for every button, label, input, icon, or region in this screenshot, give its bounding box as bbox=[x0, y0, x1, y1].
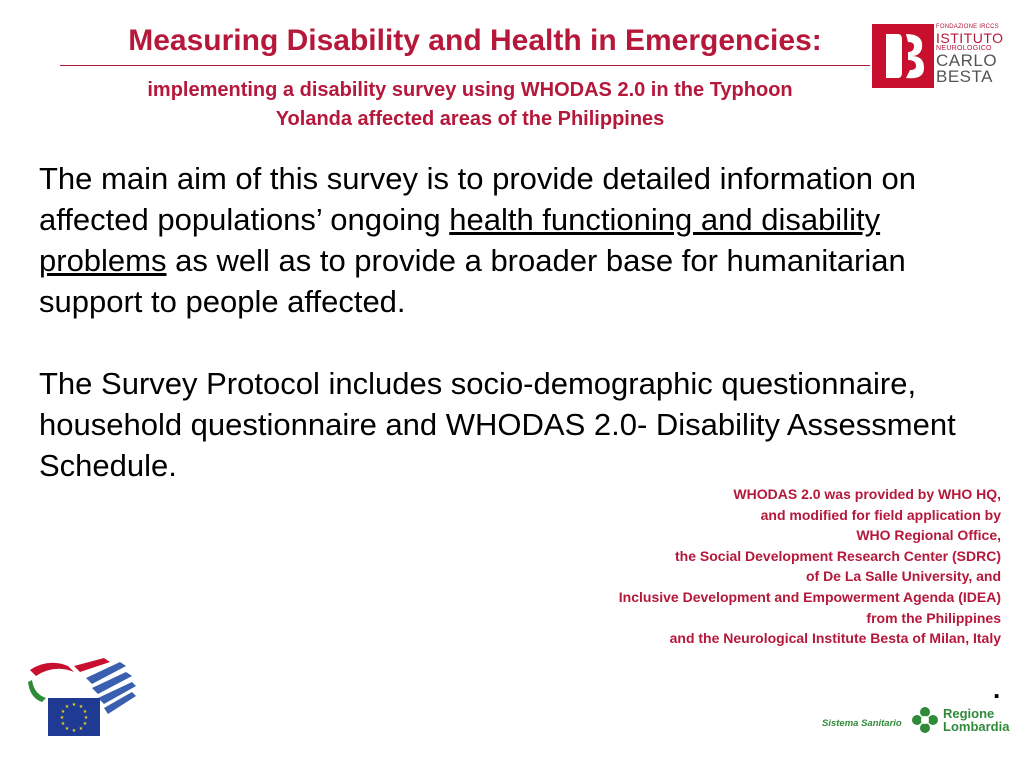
paragraph-spacer bbox=[39, 322, 999, 363]
svg-text:★: ★ bbox=[83, 715, 89, 721]
svg-text:★: ★ bbox=[60, 709, 66, 715]
paragraph-aim-part2: as well as to provide a broader base for humanitarian support to people affected. bbox=[39, 243, 906, 319]
credits-line: and the Neurological Institute Besta of Milan, Italy bbox=[669, 630, 1001, 647]
regione-lombardia-logo bbox=[822, 703, 1012, 743]
svg-text:★: ★ bbox=[64, 726, 70, 732]
svg-text:★: ★ bbox=[82, 709, 88, 715]
credits-line: and modified for field application by bbox=[760, 506, 1001, 523]
svg-text:★: ★ bbox=[60, 721, 66, 727]
besta-besta-text: BESTA bbox=[936, 67, 993, 86]
subtitle-line: implementing a disability survey using WHODAS 2.0 in the Typhoon bbox=[147, 79, 793, 101]
paragraph-protocol: The Survey Protocol includes socio-demographic questionnaire, household questionnaire and WHODAS 2.0- Disability Assessment Schedule. bbox=[39, 366, 956, 483]
besta-logo bbox=[872, 22, 1018, 92]
lombardia-rose-icon bbox=[910, 705, 940, 735]
lombardia-text: Lombardia bbox=[943, 719, 1010, 734]
besta-foundation-text: FONDAZIONE IRCCS bbox=[936, 24, 999, 30]
eu-logo bbox=[28, 658, 138, 738]
svg-text:★: ★ bbox=[82, 721, 88, 727]
svg-text:★: ★ bbox=[78, 704, 84, 710]
besta-wordmark bbox=[936, 24, 1004, 85]
besta-carlo-text: CARLO bbox=[936, 51, 998, 70]
paragraph-aim-underlined: health functioning and disability problems bbox=[39, 202, 881, 278]
title-divider bbox=[60, 65, 870, 66]
trailing-dot: . bbox=[993, 674, 1001, 704]
paragraph-aim bbox=[39, 158, 999, 322]
credits-line: WHODAS 2.0 was provided by WHO HQ, bbox=[733, 486, 1001, 502]
regione-text: Regione bbox=[943, 706, 995, 721]
besta-istituto-text: ISTITUTO bbox=[936, 30, 1004, 46]
svg-text:★: ★ bbox=[71, 702, 77, 708]
slide-subtitle bbox=[40, 76, 900, 134]
svg-text:★: ★ bbox=[71, 728, 77, 734]
slide-title: Measuring Disability and Health in Emergencies: bbox=[128, 24, 822, 57]
svg-text:★: ★ bbox=[78, 726, 84, 732]
credits-line: the Social Development Research Center (SDRC) bbox=[675, 547, 1001, 564]
credits-line: from the Philippines bbox=[866, 609, 1001, 626]
credits-line: Inclusive Development and Empowerment Agenda (IDEA) bbox=[618, 588, 1001, 605]
besta-logo-icon bbox=[872, 24, 934, 88]
credits-block bbox=[401, 484, 1001, 649]
lombardia-wordmark bbox=[943, 707, 1009, 733]
paragraph-aim-part1: The main aim of this survey is to provide detailed information on affected populations’ ongoing bbox=[39, 161, 917, 237]
body-text bbox=[39, 158, 999, 486]
sistema-sanitario-text: Sistema Sanitario bbox=[822, 718, 902, 729]
subtitle-line: Yolanda affected areas of the Philippines bbox=[275, 108, 665, 130]
besta-neurologico-text: NEUROLOGICO bbox=[936, 45, 992, 52]
credits-line: of De La Salle University, and bbox=[805, 568, 1001, 585]
credits-line: WHO Regional Office, bbox=[856, 527, 1001, 544]
svg-text:★: ★ bbox=[64, 704, 70, 710]
eu-flag-icon bbox=[28, 658, 138, 738]
svg-text:★: ★ bbox=[59, 715, 65, 721]
